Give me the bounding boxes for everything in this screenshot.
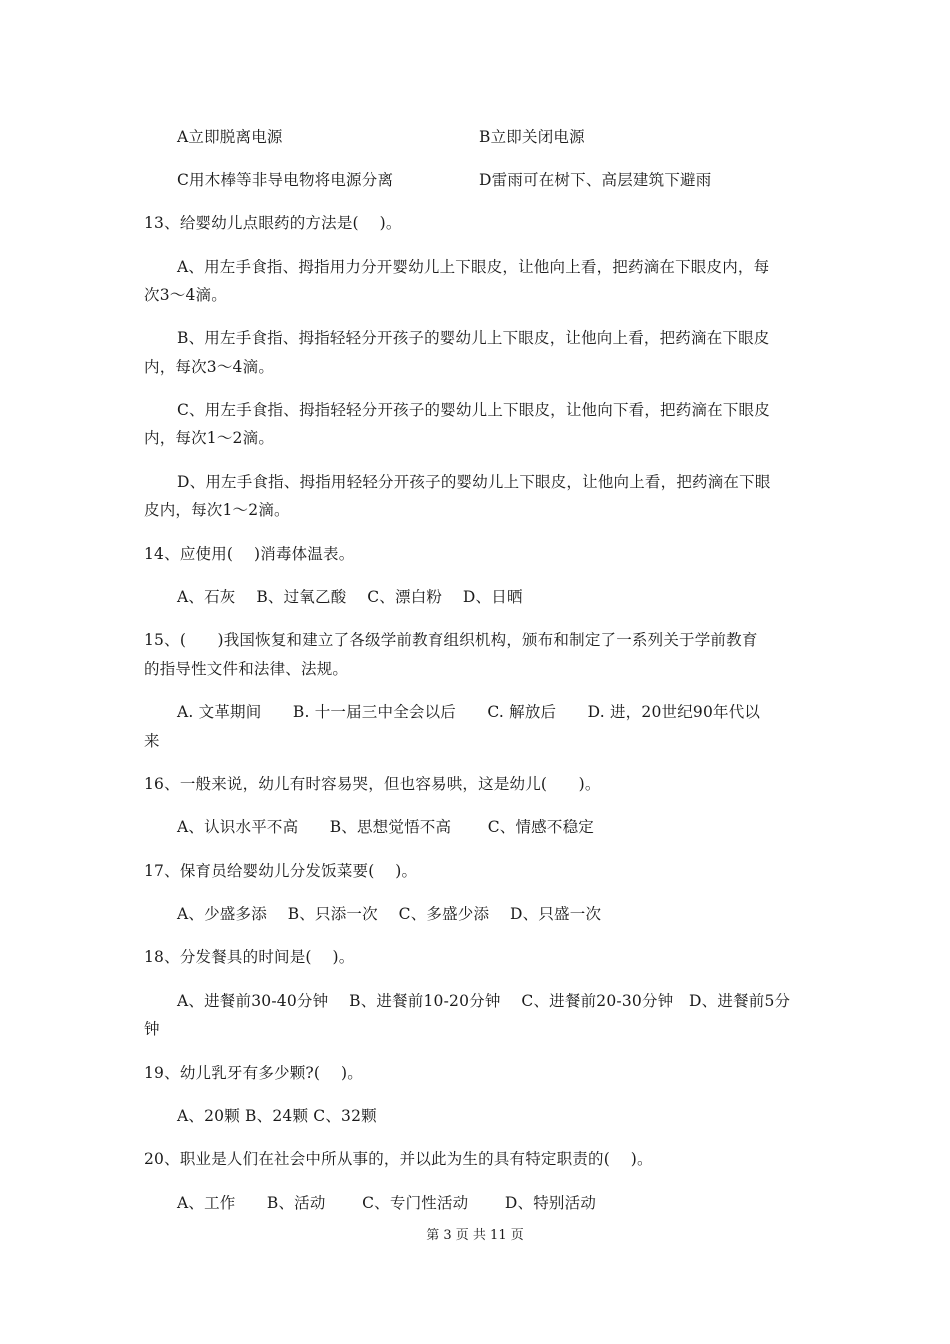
q13-option-a-line1: A、用左手食指、拇指用力分开婴幼儿上下眼皮，让他向上看，把药滴在下眼皮内，每 xyxy=(177,258,770,276)
q15-options-line1: A. 文革期间 B. 十一届三中全会以后 C. 解放后 D. 进，20世纪90年代以 xyxy=(177,703,761,721)
q16-options: A、认识水平不高 B、思想觉悟不高 C、情感不稳定 xyxy=(177,818,594,836)
q13-option-b-line1: B、用左手食指、拇指轻轻分开孩子的婴幼儿上下眼皮，让他向上看，把药滴在下眼皮 xyxy=(177,329,770,347)
q15-stem-line2: 的指导性文件和法律、法规。 xyxy=(144,660,349,678)
q12-option-b: B立即关闭电源 xyxy=(479,128,585,146)
q13-option-d-line2: 皮内，每次1～2滴。 xyxy=(144,501,290,519)
q13-option-d-line1: D、用左手食指、拇指用轻轻分开孩子的婴幼儿上下眼皮，让他向上看，把药滴在下眼 xyxy=(177,473,771,491)
q18-options-line1: A、进餐前30-40分钟 B、进餐前10-20分钟 C、进餐前20-30分钟 D、进餐前5分 xyxy=(177,992,791,1010)
q18-stem: 18、分发餐具的时间是( )。 xyxy=(144,948,355,966)
q15-options-line2: 来 xyxy=(144,732,160,750)
q15-stem-line1: 15、( )我国恢复和建立了各级学前教育组织机构，颁布和制定了一系列关于学前教育 xyxy=(144,631,758,649)
q13-option-c-line2: 内，每次1～2滴。 xyxy=(144,429,275,447)
q13-option-a-line2: 次3～4滴。 xyxy=(144,286,227,304)
q18-options-line2: 钟 xyxy=(144,1020,160,1038)
q20-options: A、工作 B、活动 C、专门性活动 D、特别活动 xyxy=(177,1194,597,1212)
q14-stem: 14、应使用( )消毒体温表。 xyxy=(144,545,355,563)
page-number-footer: 第 3 页 共 11 页 xyxy=(426,1228,524,1243)
q19-stem: 19、幼儿乳牙有多少颗?( )。 xyxy=(144,1064,363,1082)
q17-options: A、少盛多添 B、只添一次 C、多盛少添 D、只盛一次 xyxy=(177,905,602,923)
q13-option-c-line1: C、用左手食指、拇指轻轻分开孩子的婴幼儿上下眼皮，让他向下看，把药滴在下眼皮 xyxy=(177,401,770,419)
q13-stem: 13、给婴幼儿点眼药的方法是( )。 xyxy=(144,214,402,232)
q12-option-a: A立即脱离电源 xyxy=(177,128,283,146)
q12-option-c: C用木棒等非导电物将电源分离 xyxy=(177,171,394,189)
q16-stem: 16、一般来说，幼儿有时容易哭，但也容易哄，这是幼儿( )。 xyxy=(144,775,601,793)
q12-option-d: D雷雨可在树下、高层建筑下避雨 xyxy=(479,171,712,189)
q17-stem: 17、保育员给婴幼儿分发饭菜要( )。 xyxy=(144,862,418,880)
q20-stem: 20、职业是人们在社会中所从事的，并以此为生的具有特定职责的( )。 xyxy=(144,1150,653,1168)
q19-options: A、20颗 B、24颗 C、32颗 xyxy=(177,1107,377,1125)
q14-options: A、石灰 B、过氧乙酸 C、漂白粉 D、日晒 xyxy=(177,588,523,606)
q13-option-b-line2: 内，每次3～4滴。 xyxy=(144,358,275,376)
